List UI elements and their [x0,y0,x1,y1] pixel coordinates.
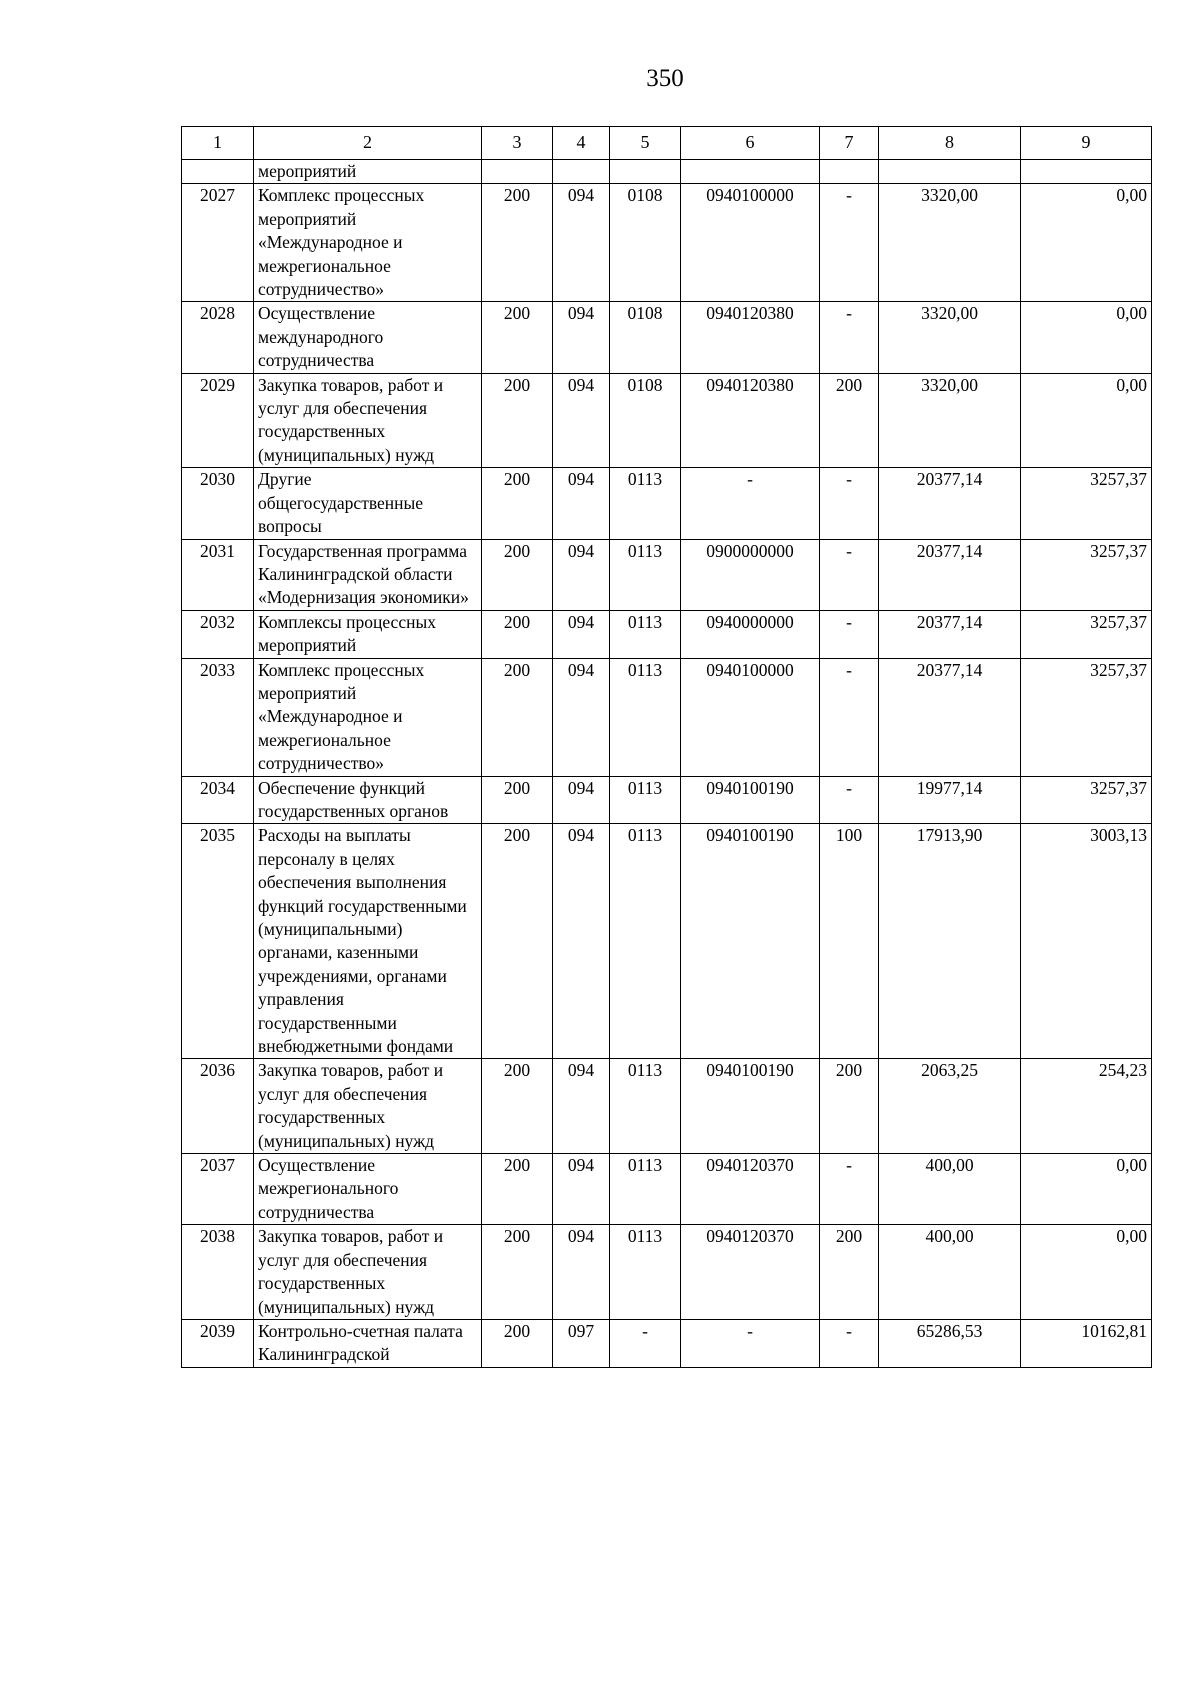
table-cell: 200 [482,658,553,776]
table-cell: 0940100190 [681,776,820,824]
table-cell: 0108 [610,184,681,302]
row-name-cell: Комплексы процессных мероприятий [254,610,482,658]
table-cell [1021,160,1152,184]
table-cell: 0113 [610,1059,681,1154]
table-row [182,610,1152,658]
continuation-row [182,160,1152,184]
table-cell: - [820,302,879,373]
table-cell: - [820,539,879,610]
table-cell: - [820,658,879,776]
table-cell: 0940100190 [681,824,820,1059]
table-cell: 0940000000 [681,610,820,658]
table-cell: 3320,00 [879,302,1021,373]
row-name-cell: Другие общегосударственные вопросы [254,468,482,539]
row-name-cell: Осуществление межрегионального сотрудничества [254,1154,482,1225]
table-cell: 0,00 [1021,1154,1152,1225]
row-number-cell: 2027 [182,184,254,302]
table-cell: 2063,25 [879,1059,1021,1154]
table-cell: 200 [482,373,553,468]
table-cell [553,160,610,184]
row-number-cell: 2034 [182,776,254,824]
row-name-cell: Комплекс процессных мероприятий «Международное и межрегиональное сотрудничество» [254,184,482,302]
column-header: 9 [1021,127,1152,160]
table-cell: 20377,14 [879,468,1021,539]
row-number-cell: 2028 [182,302,254,373]
table-cell: 20377,14 [879,610,1021,658]
table-row [182,1154,1152,1225]
table-cell: - [820,184,879,302]
column-header: 7 [820,127,879,160]
row-name-cell: Комплекс процессных мероприятий «Международное и межрегиональное сотрудничество» [254,658,482,776]
table-cell: 3320,00 [879,184,1021,302]
table-cell: 200 [482,1154,553,1225]
table-row [182,539,1152,610]
table-cell: мероприятий [254,160,482,184]
table-cell: 0940120380 [681,302,820,373]
header-row [182,127,1152,160]
table-cell: 094 [553,539,610,610]
table-cell: 094 [553,658,610,776]
table-cell: 094 [553,302,610,373]
row-name-cell: Осуществление международного сотрудничества [254,302,482,373]
table-cell: 200 [820,1225,879,1320]
table-cell: 200 [820,1059,879,1154]
table-cell: 0,00 [1021,1225,1152,1320]
budget-table [181,126,1152,1368]
row-name-cell: Контрольно-счетная палата Калининградской [254,1319,482,1367]
table-cell: 200 [482,184,553,302]
row-number-cell: 2029 [182,373,254,468]
table-cell: 0940100190 [681,1059,820,1154]
table-cell: 20377,14 [879,539,1021,610]
column-header: 2 [254,127,482,160]
table-cell: 094 [553,184,610,302]
table-cell: 0,00 [1021,302,1152,373]
table-cell: 0113 [610,1225,681,1320]
table-cell: 200 [482,776,553,824]
table-cell: 3257,37 [1021,658,1152,776]
table-cell: 0940120370 [681,1225,820,1320]
table-cell: 3257,37 [1021,468,1152,539]
page-number: 350 [646,65,684,92]
row-name-cell: Государственная программа Калининградской области «Модернизация экономики» [254,539,482,610]
table-cell: 17913,90 [879,824,1021,1059]
column-header: 1 [182,127,254,160]
row-number-cell: 2038 [182,1225,254,1320]
table-cell: 200 [482,1225,553,1320]
table-cell: 0113 [610,658,681,776]
table-cell: 65286,53 [879,1319,1021,1367]
table-cell: 094 [553,468,610,539]
table-cell: 200 [482,302,553,373]
row-number-cell: 2036 [182,1059,254,1154]
table-cell: 094 [553,1059,610,1154]
table-row [182,776,1152,824]
table-cell: 200 [482,824,553,1059]
table-row [182,373,1152,468]
table-cell: 400,00 [879,1225,1021,1320]
row-number-cell: 2037 [182,1154,254,1225]
table-cell: 3257,37 [1021,610,1152,658]
table-cell: 0940120380 [681,373,820,468]
table-cell: 0113 [610,1154,681,1225]
row-number-cell: 2035 [182,824,254,1059]
table-cell: 19977,14 [879,776,1021,824]
table-row [182,658,1152,776]
table-cell: - [820,1319,879,1367]
table-cell: - [820,1154,879,1225]
table-cell: - [681,468,820,539]
table-cell: 0113 [610,610,681,658]
row-number-cell: 2033 [182,658,254,776]
table-cell: 0,00 [1021,373,1152,468]
table-cell: 0113 [610,539,681,610]
row-number-cell: 2031 [182,539,254,610]
row-name-cell: Закупка товаров, работ и услуг для обеспечения государственных (муниципальных) нужд [254,1059,482,1154]
table-cell [182,160,254,184]
table-cell: 3257,37 [1021,539,1152,610]
table-cell: 3257,37 [1021,776,1152,824]
row-name-cell: Закупка товаров, работ и услуг для обеспечения государственных (муниципальных) нужд [254,373,482,468]
row-name-cell: Расходы на выплаты персоналу в целях обеспечения выполнения функций государственными (муниципальными) органами, казенными учреждениями, органами управления государственными внебюджетными фондами [254,824,482,1059]
table-row [182,1225,1152,1320]
table-cell: 097 [553,1319,610,1367]
table-cell: 0108 [610,373,681,468]
table-cell: 3003,13 [1021,824,1152,1059]
table-cell: 0,00 [1021,184,1152,302]
table-cell: 0113 [610,824,681,1059]
column-header: 5 [610,127,681,160]
table-cell: 094 [553,1154,610,1225]
table-row [182,302,1152,373]
column-header: 8 [879,127,1021,160]
table-cell: - [820,776,879,824]
table-cell [820,160,879,184]
table-cell: 094 [553,1225,610,1320]
table-cell: 0108 [610,302,681,373]
row-number-cell: 2030 [182,468,254,539]
table-row [182,824,1152,1059]
table-cell: 100 [820,824,879,1059]
row-name-cell: Закупка товаров, работ и услуг для обеспечения государственных (муниципальных) нужд [254,1225,482,1320]
table-row [182,184,1152,302]
table-cell: 0940100000 [681,658,820,776]
table-cell: 094 [553,776,610,824]
table-cell: 20377,14 [879,658,1021,776]
table-cell: 200 [482,610,553,658]
row-number-cell: 2032 [182,610,254,658]
table-cell: - [820,610,879,658]
table-cell: 0940120370 [681,1154,820,1225]
table-cell: - [681,1319,820,1367]
column-header: 4 [553,127,610,160]
column-header: 6 [681,127,820,160]
table-cell: 094 [553,373,610,468]
table-cell [610,160,681,184]
table-cell: 200 [820,373,879,468]
table-cell: 200 [482,1319,553,1367]
table-row [182,1059,1152,1154]
table-cell: 400,00 [879,1154,1021,1225]
table-row [182,468,1152,539]
table-cell: 10162,81 [1021,1319,1152,1367]
table-row [182,1319,1152,1367]
table-cell: 200 [482,1059,553,1154]
table-cell: 0113 [610,776,681,824]
table-cell: 094 [553,610,610,658]
row-name-cell: Обеспечение функций государственных органов [254,776,482,824]
table-cell [482,160,553,184]
table-cell: 0113 [610,468,681,539]
table-cell: 254,23 [1021,1059,1152,1154]
table-cell: - [610,1319,681,1367]
table-cell [681,160,820,184]
table-cell [879,160,1021,184]
table-cell: 0900000000 [681,539,820,610]
row-number-cell: 2039 [182,1319,254,1367]
table-cell: 200 [482,468,553,539]
table-cell: 094 [553,824,610,1059]
column-header: 3 [482,127,553,160]
table-cell: 200 [482,539,553,610]
table-cell: - [820,468,879,539]
table-cell: 3320,00 [879,373,1021,468]
table-cell: 0940100000 [681,184,820,302]
